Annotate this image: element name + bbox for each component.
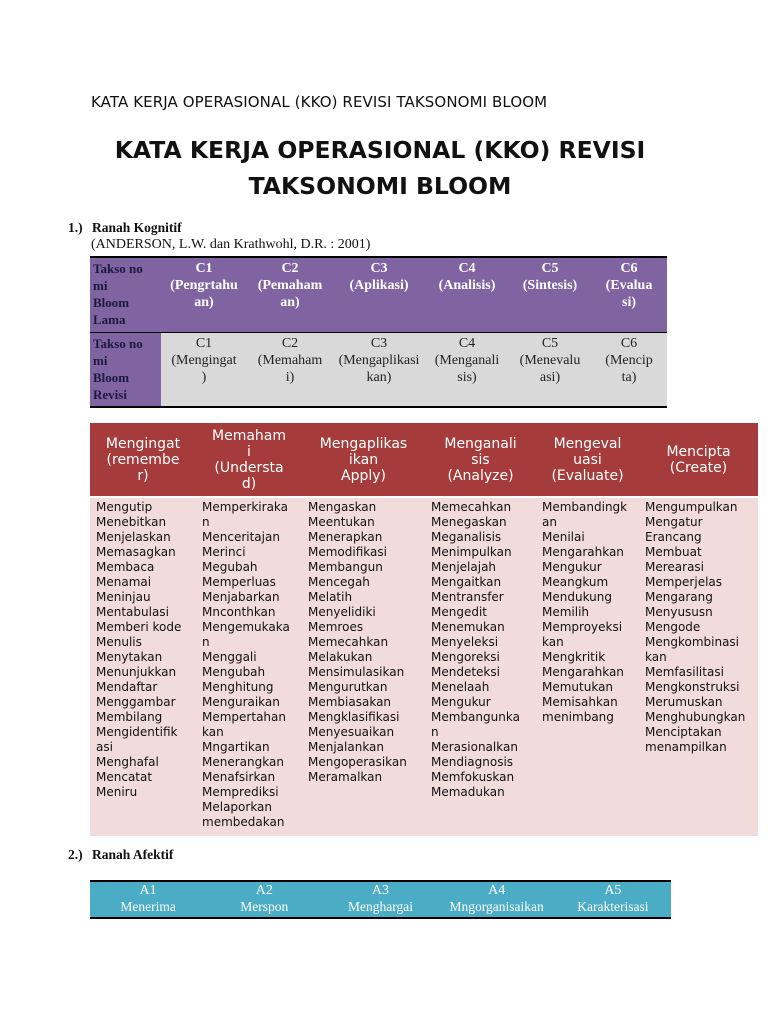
kko-verb-list — [302, 497, 425, 836]
kko-verb: Menytakan — [96, 650, 163, 664]
taxonomy-cell-line: ) — [201, 370, 207, 385]
taxonomy-row-lama — [90, 257, 667, 333]
afektif-cell — [322, 881, 438, 918]
kko-verb: Melatih — [308, 590, 353, 604]
kko-header-line: Mengeval — [553, 435, 622, 452]
taxonomy-cell-line: (Menevalu — [519, 353, 581, 368]
taxonomy-cell-line: an) — [280, 295, 300, 310]
kko-verb: Meninjau — [96, 590, 151, 604]
kko-verb: Menyelidiki — [308, 605, 376, 619]
kko-verb: Menafsirkan — [202, 770, 276, 784]
kko-verb: an — [542, 515, 557, 529]
kko-verb: Memecahkan — [431, 500, 512, 514]
kko-verb: Menggambar — [96, 695, 176, 709]
kko-column-header — [425, 423, 536, 497]
kko-verb: Mengemukaka — [202, 620, 290, 634]
section-title: Ranah Kognitif — [92, 220, 182, 235]
taxonomy-cell-line: C2 — [281, 336, 299, 351]
taxonomy-cell-line: (Mencip — [605, 353, 653, 368]
kko-verb: Menemukan — [431, 620, 505, 634]
kko-verb: n — [202, 515, 210, 529]
taxonomy-label-line: Revisi — [93, 387, 127, 402]
taxonomy-cell-line: asi) — [539, 370, 561, 385]
kko-column-header — [639, 423, 758, 497]
kko-verb: Merasionalkan — [431, 740, 518, 754]
afektif-row — [90, 881, 671, 918]
page-title — [60, 132, 700, 204]
kko-verb: Mencatat — [96, 770, 153, 784]
kko-verb: Mengoperasikan — [308, 755, 407, 769]
kko-verb: Meganalisis — [431, 530, 502, 544]
kko-verb: Memadukan — [431, 785, 505, 799]
section-title: Ranah Afektif — [92, 847, 174, 862]
kko-verb: Meangkum — [542, 575, 609, 589]
kko-verb: Meramalkan — [308, 770, 383, 784]
kko-verb: Meniru — [96, 785, 138, 799]
kko-verb-list — [639, 497, 758, 836]
kko-header-line: sis — [471, 451, 490, 468]
kko-verb: Melakukan — [308, 650, 373, 664]
taxonomy-cell-line: C1 — [195, 336, 213, 351]
kko-verb: Menggali — [202, 650, 257, 664]
kko-verb: Menelaah — [431, 680, 490, 694]
kko-header-line: (remembe — [106, 451, 180, 468]
kko-header-line: Mencipta — [666, 443, 731, 460]
kko-verb: Mendiagnosis — [431, 755, 514, 769]
kko-header-line: ikan — [348, 451, 379, 468]
section-heading-kognitif — [68, 220, 182, 236]
kko-header-line: Menganali — [444, 435, 517, 452]
kko-verb: Menyesuaikan — [308, 725, 395, 739]
kko-verb: Memfokuskan — [431, 770, 515, 784]
citation: (ANDERSON, L.W. dan Krathwohl, D.R. : 2001) — [91, 237, 371, 252]
kko-verb: Mengukur — [431, 695, 491, 709]
kko-verb: kan — [645, 650, 667, 664]
afektif-name: Menghargai — [347, 899, 413, 914]
kko-verb: Menghubungkan — [645, 710, 746, 724]
taxonomy-cell-line: C3 — [370, 261, 388, 276]
kko-verb: Mencegah — [308, 575, 370, 589]
taxonomy-row-label — [90, 257, 161, 333]
kko-verb-row — [90, 497, 758, 836]
taxonomy-cell-line: (Evalua — [605, 278, 653, 293]
taxonomy-cell-line: (Mengaplikasi — [338, 353, 420, 368]
taxonomy-cell-line: C5 — [541, 261, 559, 276]
kko-verb: Menebitkan — [96, 515, 167, 529]
kko-verb: Mnconthkan — [202, 605, 276, 619]
afektif-name: Merspon — [240, 899, 289, 914]
kko-verb: Menghitung — [202, 680, 274, 694]
kko-verb: Mengkritik — [542, 650, 606, 664]
kko-header-row — [90, 423, 758, 497]
kko-verb: Memutukan — [542, 680, 614, 694]
kko-column-header — [536, 423, 639, 497]
kko-verb: Memperjelas — [645, 575, 723, 589]
taxonomy-cell-line: i) — [285, 370, 295, 385]
taxonomy-label-line: Lama — [93, 312, 126, 327]
taxonomy-cell — [247, 257, 333, 333]
kko-verb: Mengukur — [542, 560, 602, 574]
taxonomy-cell-line: sis) — [457, 370, 477, 385]
taxonomy-cell — [591, 333, 667, 408]
kko-verb: Mengidentifik — [96, 725, 178, 739]
taxonomy-label-line: Bloom — [93, 295, 130, 310]
kko-verb-list — [90, 497, 196, 836]
taxonomy-cell-line: C3 — [370, 336, 388, 351]
kko-verb: Menerangkan — [202, 755, 284, 769]
kko-header-line: (Analyze) — [447, 467, 514, 484]
taxonomy-cell-line: (Pengrtahu — [170, 278, 238, 293]
taxonomy-row-revisi — [90, 333, 667, 408]
kko-verb: Membaca — [96, 560, 155, 574]
afektif-code: A5 — [604, 883, 622, 898]
kko-verb: Memodifikasi — [308, 545, 387, 559]
taxonomy-label-line: Bloom — [93, 370, 130, 385]
taxonomy-cell-line: (Menganali — [434, 353, 500, 368]
kko-verb: Memproyeksi — [542, 620, 623, 634]
taxonomy-cell — [333, 333, 425, 408]
kko-verb: menimbang — [542, 710, 614, 724]
kko-verb: Memperluas — [202, 575, 276, 589]
kko-verb: Mengumpulkan — [645, 500, 738, 514]
taxonomy-cell-line: C6 — [620, 336, 638, 351]
kko-verb: Membangun — [308, 560, 383, 574]
kko-column-header — [196, 423, 302, 497]
kko-verb: Menamai — [96, 575, 152, 589]
afektif-code: A3 — [371, 883, 390, 898]
taxonomy-cell-line: (Sintesis) — [522, 278, 578, 293]
kko-verb: Membilang — [96, 710, 163, 724]
kko-verb: Mengarahkan — [542, 665, 624, 679]
kko-verb: Menulis — [96, 635, 142, 649]
taxonomy-cell-line: C4 — [458, 261, 476, 276]
kko-header-line: Memaham — [212, 427, 286, 444]
kko-verb-list — [196, 497, 302, 836]
taxonomy-cell — [425, 333, 509, 408]
kko-header-line: (Evaluate) — [551, 467, 624, 484]
kko-verb: Mngartikan — [202, 740, 270, 754]
kko-verb: Memperkiraka — [202, 500, 289, 514]
kko-verb: Memisahkan — [542, 695, 618, 709]
taxonomy-cell-line: C4 — [458, 336, 476, 351]
page-title-line-2: TAKSONOMI BLOOM — [248, 172, 512, 200]
kko-verb: Menyususn — [645, 605, 713, 619]
kko-header-line: (Understa — [214, 459, 284, 476]
kko-verb: Menjabarkan — [202, 590, 280, 604]
kko-verb: Mengubah — [202, 665, 266, 679]
kko-verb: Meentukan — [308, 515, 375, 529]
taxonomy-cell — [333, 257, 425, 333]
taxonomy-cell-line: C1 — [195, 261, 213, 276]
kko-verb: Memroes — [308, 620, 364, 634]
kko-verb: Memfasilitasi — [645, 665, 724, 679]
kko-column-header — [90, 423, 196, 497]
taxonomy-cell-line: (Mengingat — [171, 353, 237, 368]
taxonomy-cell-line: C6 — [620, 261, 638, 276]
kko-verb: Mensimulasikan — [308, 665, 405, 679]
kko-verb: Mengatur — [645, 515, 703, 529]
afektif-table — [90, 880, 671, 919]
kko-verb: Mengedit — [431, 605, 487, 619]
taxonomy-label-line: Takso no — [93, 261, 143, 276]
kko-verb: Menerapkan — [308, 530, 383, 544]
kko-header-line: Mengaplikas — [319, 435, 408, 452]
kko-verb: Mengaitkan — [431, 575, 502, 589]
kko-verb: Menguraikan — [202, 695, 280, 709]
kko-verb: Mengode — [645, 620, 701, 634]
taxonomy-row-label — [90, 333, 161, 408]
section-heading-afektif — [68, 847, 173, 863]
kko-verb: n — [431, 725, 439, 739]
kko-verb: Megubah — [202, 560, 258, 574]
kko-header-line: r) — [137, 467, 149, 484]
taxonomy-cell-line: an) — [194, 295, 214, 310]
afektif-code: A4 — [488, 883, 506, 898]
kko-verb: Menunjukkan — [96, 665, 177, 679]
kko-verb: Mengarang — [645, 590, 713, 604]
kko-verb: Mentabulasi — [96, 605, 169, 619]
kko-verb: Erancang — [645, 530, 702, 544]
kko-verb: Merumuskan — [645, 695, 723, 709]
kko-verb: Mendukung — [542, 590, 612, 604]
taxonomy-cell-line: (Aplikasi) — [349, 278, 409, 293]
kko-verb: membedakan — [202, 815, 285, 829]
kko-verb: Mengklasifikasi — [308, 710, 400, 724]
kko-verb: Menghafal — [96, 755, 159, 769]
taxonomy-cell-line: si) — [622, 295, 636, 310]
kko-verb: Mengurutkan — [308, 680, 388, 694]
kko-verb: Mentransfer — [431, 590, 504, 604]
kko-verb: asi — [96, 740, 113, 754]
kko-verb: kan — [202, 725, 224, 739]
afektif-code: A1 — [139, 883, 157, 898]
kko-verb: Membuat — [645, 545, 702, 559]
kko-verb: n — [202, 635, 210, 649]
taxonomy-label-line: Takso no — [93, 336, 143, 351]
afektif-name: Karakterisasi — [577, 899, 649, 914]
afektif-name: Mngorganisaikan — [449, 899, 544, 914]
afektif-name: Menerima — [120, 899, 176, 914]
taxonomy-cell — [509, 333, 591, 408]
kko-verb: Menilai — [542, 530, 585, 544]
kko-column-header — [302, 423, 425, 497]
taxonomy-cell-line: kan) — [366, 370, 392, 385]
kko-verb-list — [536, 497, 639, 836]
kko-verb: menampilkan — [645, 740, 727, 754]
afektif-cell — [206, 881, 322, 918]
taxonomy-cell — [425, 257, 509, 333]
taxonomy-label-line: mi — [93, 278, 108, 293]
page-header: KATA KERJA OPERASIONAL (KKO) REVISI TAKSONOMI BLOOM — [91, 93, 548, 111]
kko-verb: Memecahkan — [308, 635, 389, 649]
afektif-cell — [439, 881, 555, 918]
taxonomy-table — [90, 256, 667, 408]
kko-verb: Mengkombinasi — [645, 635, 740, 649]
afektif-code: A2 — [255, 883, 273, 898]
kko-header-line: uasi — [573, 451, 602, 468]
kko-verb: Menciptakan — [645, 725, 722, 739]
kko-verb: Menegaskan — [431, 515, 507, 529]
kko-table — [90, 423, 758, 836]
kko-verb: Mendeteksi — [431, 665, 500, 679]
kko-verb: Merinci — [202, 545, 246, 559]
page-title-line-1: KATA KERJA OPERASIONAL (KKO) REVISI — [114, 136, 646, 164]
kko-verb: Menjelajah — [431, 560, 497, 574]
kko-verb: Mengoreksi — [431, 650, 500, 664]
kko-header-line: Apply) — [341, 467, 386, 484]
kko-verb: Memilih — [542, 605, 590, 619]
taxonomy-cell — [161, 257, 247, 333]
kko-header-line: i — [247, 443, 251, 460]
kko-verb: Mengutip — [96, 500, 153, 514]
kko-verb: Memasagkan — [96, 545, 176, 559]
kko-verb: Membangunka — [431, 710, 520, 724]
taxonomy-cell-line: (Memaham — [257, 353, 323, 368]
kko-verb: Menjalankan — [308, 740, 385, 754]
kko-verb: Memberi kode — [96, 620, 182, 634]
kko-verb: kan — [542, 635, 564, 649]
kko-verb: Mempertahan — [202, 710, 286, 724]
taxonomy-label-line: mi — [93, 353, 108, 368]
kko-verb: Mengkonstruksi — [645, 680, 740, 694]
kko-header-line: (Create) — [669, 459, 728, 476]
kko-header-line: Mengingat — [105, 435, 181, 452]
kko-verb: Membiasakan — [308, 695, 392, 709]
afektif-cell — [90, 881, 206, 918]
kko-verb-list — [425, 497, 536, 836]
section-number: 1.) — [68, 220, 83, 235]
kko-verb: Memprediksi — [202, 785, 279, 799]
afektif-cell — [555, 881, 671, 918]
taxonomy-cell — [591, 257, 667, 333]
taxonomy-cell-line: C5 — [541, 336, 559, 351]
kko-verb: Membandingk — [542, 500, 628, 514]
kko-verb: Mendaftar — [96, 680, 158, 694]
kko-verb: Menimpulkan — [431, 545, 512, 559]
kko-verb: Melaporkan — [202, 800, 273, 814]
kko-verb: Menceritajan — [202, 530, 280, 544]
kko-verb: Mengarahkan — [542, 545, 624, 559]
kko-verb: Menjelaskan — [96, 530, 171, 544]
kko-verb: Merearasi — [645, 560, 705, 574]
taxonomy-cell — [161, 333, 247, 408]
taxonomy-cell — [509, 257, 591, 333]
taxonomy-cell-line: (Analisis) — [438, 278, 496, 293]
taxonomy-cell — [247, 333, 333, 408]
taxonomy-cell-line: ta) — [621, 370, 637, 385]
taxonomy-cell-line: (Pemaham — [257, 278, 323, 293]
kko-header-line: d) — [241, 475, 257, 492]
kko-verb: Mengaskan — [308, 500, 377, 514]
taxonomy-cell-line: C2 — [281, 261, 299, 276]
section-number: 2.) — [68, 847, 83, 862]
kko-verb: Menyeleksi — [431, 635, 499, 649]
